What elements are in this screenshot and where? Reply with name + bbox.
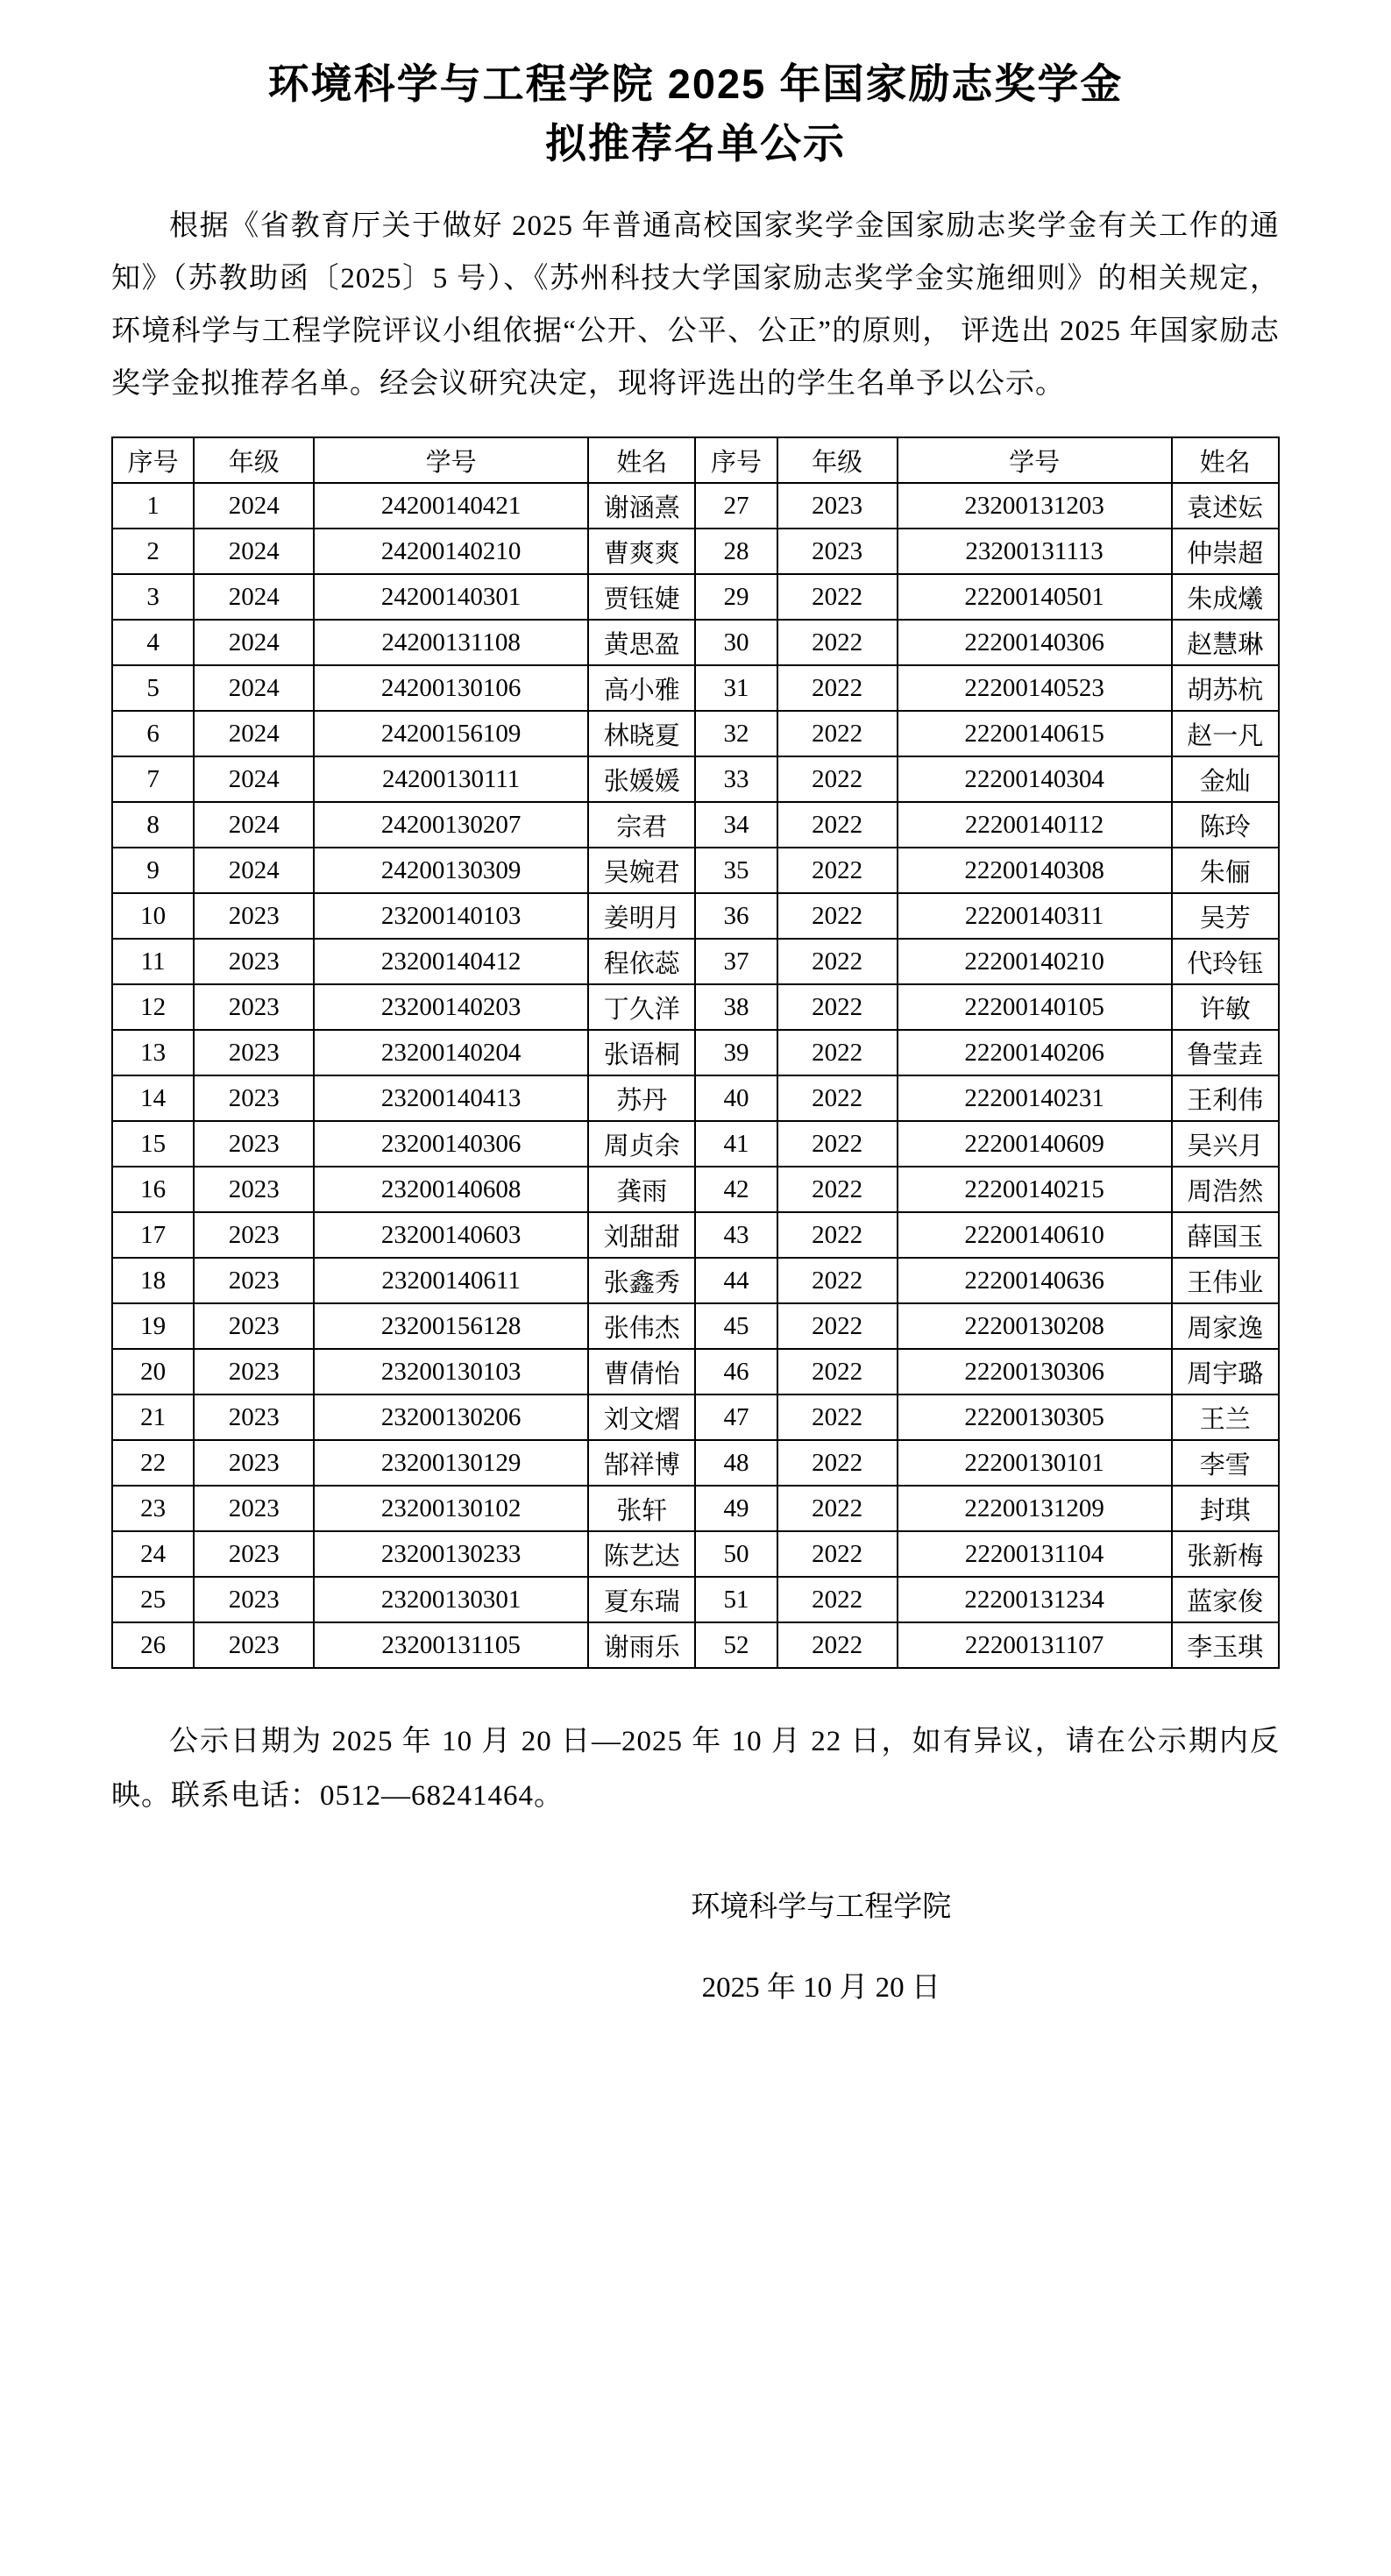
table-row bbox=[112, 1531, 1279, 1577]
cell-index-left: 26 bbox=[112, 1622, 194, 1668]
table-row bbox=[112, 529, 1279, 574]
cell-student-id-right: 22200131104 bbox=[898, 1531, 1172, 1577]
cell-index-right: 51 bbox=[695, 1577, 777, 1622]
table-row bbox=[112, 939, 1279, 984]
cell-index-right: 43 bbox=[695, 1212, 777, 1258]
cell-name-left: 高小雅 bbox=[588, 665, 695, 711]
cell-grade-left: 2023 bbox=[194, 1577, 314, 1622]
cell-student-id-right: 22200131234 bbox=[898, 1577, 1172, 1622]
cell-student-id-left: 23200130233 bbox=[314, 1531, 588, 1577]
table-row bbox=[112, 1030, 1279, 1075]
cell-student-id-right: 22200140610 bbox=[898, 1212, 1172, 1258]
cell-name-right: 王利伟 bbox=[1172, 1075, 1280, 1121]
cell-student-id-right: 22200131107 bbox=[898, 1622, 1172, 1668]
cell-grade-right: 2022 bbox=[777, 711, 898, 756]
cell-name-right: 李玉琪 bbox=[1172, 1622, 1280, 1668]
cell-name-right: 金灿 bbox=[1172, 756, 1280, 802]
header-grade-right: 年级 bbox=[777, 437, 898, 483]
cell-grade-left: 2023 bbox=[194, 1303, 314, 1349]
cell-index-left: 5 bbox=[112, 665, 194, 711]
cell-index-right: 36 bbox=[695, 893, 777, 939]
cell-name-right: 周浩然 bbox=[1172, 1167, 1280, 1212]
table-row bbox=[112, 802, 1279, 848]
header-student-id-right: 学号 bbox=[898, 437, 1172, 483]
cell-name-right: 吴芳 bbox=[1172, 893, 1280, 939]
cell-name-left: 姜明月 bbox=[588, 893, 695, 939]
cell-name-left: 黄思盈 bbox=[588, 620, 695, 665]
table-row bbox=[112, 1622, 1279, 1668]
cell-grade-left: 2023 bbox=[194, 1486, 314, 1531]
cell-grade-right: 2022 bbox=[777, 1531, 898, 1577]
cell-student-id-right: 22200140112 bbox=[898, 802, 1172, 848]
cell-student-id-left: 23200140103 bbox=[314, 893, 588, 939]
cell-student-id-right: 22200140304 bbox=[898, 756, 1172, 802]
cell-student-id-left: 23200130301 bbox=[314, 1577, 588, 1622]
announcement-body-paragraph: 根据《省教育厅关于做好 2025 年普通高校国家奖学金国家励志奖学金有关工作的通知》（苏教助函〔2025〕5 号）、《苏州科技大学国家励志奖学金实施细则》的相关规定，环境科学与工程学院评议小组依据“公开、公平、公正”的原则， 评选出 2025 年国家励志奖学金拟推荐名单。经会议研究决定，现将评选出的学生名单予以公示。 bbox=[111, 210, 1280, 400]
table-row bbox=[112, 483, 1279, 529]
cell-grade-left: 2023 bbox=[194, 1212, 314, 1258]
cell-grade-left: 2023 bbox=[194, 1167, 314, 1212]
cell-student-id-left: 23200130102 bbox=[314, 1486, 588, 1531]
cell-name-right: 李雪 bbox=[1172, 1440, 1280, 1486]
cell-name-left: 贾钰婕 bbox=[588, 574, 695, 620]
cell-index-left: 15 bbox=[112, 1121, 194, 1167]
cell-index-left: 24 bbox=[112, 1531, 194, 1577]
table-row bbox=[112, 574, 1279, 620]
cell-student-id-right: 22200130306 bbox=[898, 1349, 1172, 1394]
cell-student-id-left: 24200140301 bbox=[314, 574, 588, 620]
cell-name-right: 王兰 bbox=[1172, 1394, 1280, 1440]
cell-student-id-right: 22200140306 bbox=[898, 620, 1172, 665]
cell-student-id-left: 23200130129 bbox=[314, 1440, 588, 1486]
cell-name-right: 赵慧琳 bbox=[1172, 620, 1280, 665]
cell-index-right: 42 bbox=[695, 1167, 777, 1212]
cell-student-id-right: 23200131113 bbox=[898, 529, 1172, 574]
cell-name-left: 龚雨 bbox=[588, 1167, 695, 1212]
cell-grade-left: 2023 bbox=[194, 1030, 314, 1075]
cell-student-id-right: 22200140231 bbox=[898, 1075, 1172, 1121]
cell-index-left: 9 bbox=[112, 848, 194, 893]
cell-name-right: 赵一凡 bbox=[1172, 711, 1280, 756]
cell-grade-right: 2022 bbox=[777, 1440, 898, 1486]
cell-name-left: 张轩 bbox=[588, 1486, 695, 1531]
cell-grade-right: 2022 bbox=[777, 1167, 898, 1212]
cell-grade-right: 2023 bbox=[777, 529, 898, 574]
cell-student-id-left: 23200131105 bbox=[314, 1622, 588, 1668]
page-title bbox=[111, 54, 1280, 174]
cell-grade-left: 2023 bbox=[194, 1349, 314, 1394]
cell-grade-left: 2024 bbox=[194, 620, 314, 665]
cell-index-right: 37 bbox=[695, 939, 777, 984]
cell-index-left: 22 bbox=[112, 1440, 194, 1486]
cell-name-right: 张新梅 bbox=[1172, 1531, 1280, 1577]
cell-student-id-left: 23200140306 bbox=[314, 1121, 588, 1167]
cell-name-left: 张鑫秀 bbox=[588, 1258, 695, 1303]
title-line-2: 拟推荐名单公示 bbox=[545, 120, 846, 167]
cell-student-id-right: 22200140105 bbox=[898, 984, 1172, 1030]
table-row bbox=[112, 1167, 1279, 1212]
cell-name-left: 周贞余 bbox=[588, 1121, 695, 1167]
cell-grade-left: 2023 bbox=[194, 1075, 314, 1121]
cell-student-id-left: 23200130206 bbox=[314, 1394, 588, 1440]
cell-index-right: 33 bbox=[695, 756, 777, 802]
cell-name-right: 朱成爔 bbox=[1172, 574, 1280, 620]
cell-name-right: 胡苏杭 bbox=[1172, 665, 1280, 711]
cell-student-id-right: 22200140609 bbox=[898, 1121, 1172, 1167]
cell-name-right: 代玲钰 bbox=[1172, 939, 1280, 984]
cell-name-left: 刘文熠 bbox=[588, 1394, 695, 1440]
cell-grade-right: 2023 bbox=[777, 483, 898, 529]
signature-date: 2025 年 10 月 20 日 bbox=[701, 1972, 940, 2004]
cell-index-left: 16 bbox=[112, 1167, 194, 1212]
cell-student-id-left: 24200130111 bbox=[314, 756, 588, 802]
header-grade-left: 年级 bbox=[194, 437, 314, 483]
scholarship-roster-table bbox=[111, 436, 1280, 1669]
cell-name-right: 王伟业 bbox=[1172, 1258, 1280, 1303]
cell-grade-left: 2024 bbox=[194, 848, 314, 893]
cell-student-id-right: 22200130101 bbox=[898, 1440, 1172, 1486]
cell-grade-right: 2022 bbox=[777, 1075, 898, 1121]
cell-student-id-right: 22200140523 bbox=[898, 665, 1172, 711]
cell-index-left: 12 bbox=[112, 984, 194, 1030]
cell-student-id-right: 22200130305 bbox=[898, 1394, 1172, 1440]
header-name-right: 姓名 bbox=[1172, 437, 1280, 483]
cell-grade-right: 2022 bbox=[777, 1030, 898, 1075]
cell-index-left: 21 bbox=[112, 1394, 194, 1440]
cell-index-right: 39 bbox=[695, 1030, 777, 1075]
cell-student-id-left: 23200140608 bbox=[314, 1167, 588, 1212]
cell-student-id-right: 22200140311 bbox=[898, 893, 1172, 939]
cell-student-id-left: 23200130103 bbox=[314, 1349, 588, 1394]
cell-grade-right: 2022 bbox=[777, 756, 898, 802]
cell-grade-left: 2024 bbox=[194, 802, 314, 848]
cell-name-left: 张语桐 bbox=[588, 1030, 695, 1075]
cell-index-left: 23 bbox=[112, 1486, 194, 1531]
cell-index-right: 29 bbox=[695, 574, 777, 620]
cell-index-right: 41 bbox=[695, 1121, 777, 1167]
cell-name-left: 夏东瑞 bbox=[588, 1577, 695, 1622]
cell-index-right: 34 bbox=[695, 802, 777, 848]
cell-student-id-left: 23200156128 bbox=[314, 1303, 588, 1349]
cell-grade-right: 2022 bbox=[777, 1121, 898, 1167]
header-index-right: 序号 bbox=[695, 437, 777, 483]
cell-name-right: 蓝家俊 bbox=[1172, 1577, 1280, 1622]
cell-index-right: 44 bbox=[695, 1258, 777, 1303]
cell-name-left: 苏丹 bbox=[588, 1075, 695, 1121]
table-row bbox=[112, 665, 1279, 711]
cell-name-right: 袁述妘 bbox=[1172, 483, 1280, 529]
cell-name-left: 刘甜甜 bbox=[588, 1212, 695, 1258]
table-row bbox=[112, 1440, 1279, 1486]
cell-index-left: 25 bbox=[112, 1577, 194, 1622]
cell-index-left: 10 bbox=[112, 893, 194, 939]
cell-index-right: 49 bbox=[695, 1486, 777, 1531]
cell-index-left: 14 bbox=[112, 1075, 194, 1121]
cell-name-right: 仲崇超 bbox=[1172, 529, 1280, 574]
cell-grade-left: 2023 bbox=[194, 984, 314, 1030]
cell-student-id-left: 24200140421 bbox=[314, 483, 588, 529]
cell-index-left: 7 bbox=[112, 756, 194, 802]
cell-student-id-right: 22200140308 bbox=[898, 848, 1172, 893]
table-row bbox=[112, 1121, 1279, 1167]
cell-index-right: 40 bbox=[695, 1075, 777, 1121]
cell-grade-right: 2022 bbox=[777, 939, 898, 984]
cell-index-left: 20 bbox=[112, 1349, 194, 1394]
cell-index-right: 30 bbox=[695, 620, 777, 665]
cell-index-left: 4 bbox=[112, 620, 194, 665]
table-row bbox=[112, 756, 1279, 802]
cell-index-right: 47 bbox=[695, 1394, 777, 1440]
cell-grade-left: 2023 bbox=[194, 939, 314, 984]
table-row bbox=[112, 848, 1279, 893]
publicity-period-paragraph: 公示日期为 2025 年 10 月 20 日—2025 年 10 月 22 日，如有异议，请在公示期内反映。联系电话：0512—68241464。 bbox=[111, 1726, 1280, 1812]
table-row bbox=[112, 1303, 1279, 1349]
cell-name-left: 张媛媛 bbox=[588, 756, 695, 802]
cell-grade-right: 2022 bbox=[777, 1394, 898, 1440]
cell-name-left: 曹倩怡 bbox=[588, 1349, 695, 1394]
table-row bbox=[112, 1349, 1279, 1394]
cell-name-right: 许敏 bbox=[1172, 984, 1280, 1030]
cell-index-left: 8 bbox=[112, 802, 194, 848]
cell-grade-right: 2022 bbox=[777, 1622, 898, 1668]
cell-index-right: 48 bbox=[695, 1440, 777, 1486]
cell-name-right: 周家逸 bbox=[1172, 1303, 1280, 1349]
cell-name-right: 封琪 bbox=[1172, 1486, 1280, 1531]
cell-index-left: 2 bbox=[112, 529, 194, 574]
cell-student-id-right: 23200131203 bbox=[898, 483, 1172, 529]
table-header-row bbox=[112, 437, 1279, 483]
cell-student-id-left: 24200130106 bbox=[314, 665, 588, 711]
header-name-left: 姓名 bbox=[588, 437, 695, 483]
table-row bbox=[112, 893, 1279, 939]
cell-grade-right: 2022 bbox=[777, 893, 898, 939]
cell-name-left: 曹爽爽 bbox=[588, 529, 695, 574]
cell-grade-left: 2023 bbox=[194, 1440, 314, 1486]
cell-index-right: 28 bbox=[695, 529, 777, 574]
table-row bbox=[112, 620, 1279, 665]
cell-grade-right: 2022 bbox=[777, 848, 898, 893]
cell-grade-left: 2023 bbox=[194, 1531, 314, 1577]
cell-student-id-left: 23200140603 bbox=[314, 1212, 588, 1258]
cell-grade-left: 2024 bbox=[194, 756, 314, 802]
cell-student-id-left: 23200140204 bbox=[314, 1030, 588, 1075]
cell-name-right: 吴兴月 bbox=[1172, 1121, 1280, 1167]
cell-student-id-right: 22200140210 bbox=[898, 939, 1172, 984]
cell-name-left: 宗君 bbox=[588, 802, 695, 848]
cell-student-id-left: 24200130207 bbox=[314, 802, 588, 848]
cell-index-right: 50 bbox=[695, 1531, 777, 1577]
cell-name-left: 程依蕊 bbox=[588, 939, 695, 984]
cell-index-left: 3 bbox=[112, 574, 194, 620]
header-index-left: 序号 bbox=[112, 437, 194, 483]
cell-index-left: 1 bbox=[112, 483, 194, 529]
cell-index-left: 11 bbox=[112, 939, 194, 984]
table-row bbox=[112, 1394, 1279, 1440]
table-row bbox=[112, 1486, 1279, 1531]
table-row bbox=[112, 1577, 1279, 1622]
cell-index-left: 19 bbox=[112, 1303, 194, 1349]
cell-grade-right: 2022 bbox=[777, 1486, 898, 1531]
cell-index-right: 46 bbox=[695, 1349, 777, 1394]
cell-student-id-left: 23200140611 bbox=[314, 1258, 588, 1303]
cell-student-id-right: 22200140501 bbox=[898, 574, 1172, 620]
cell-name-right: 鲁莹垚 bbox=[1172, 1030, 1280, 1075]
cell-name-left: 谢涵熹 bbox=[588, 483, 695, 529]
cell-grade-left: 2023 bbox=[194, 1121, 314, 1167]
signature-college: 环境科学与工程学院 bbox=[691, 1891, 952, 1923]
cell-name-left: 林晓夏 bbox=[588, 711, 695, 756]
cell-grade-right: 2022 bbox=[777, 574, 898, 620]
cell-grade-right: 2022 bbox=[777, 1349, 898, 1394]
cell-student-id-left: 24200156109 bbox=[314, 711, 588, 756]
table-row bbox=[112, 984, 1279, 1030]
cell-grade-right: 2022 bbox=[777, 1577, 898, 1622]
cell-index-right: 35 bbox=[695, 848, 777, 893]
cell-grade-left: 2024 bbox=[194, 665, 314, 711]
cell-grade-left: 2024 bbox=[194, 574, 314, 620]
signature-block bbox=[363, 1881, 1280, 2014]
table-row bbox=[112, 1258, 1279, 1303]
cell-name-left: 丁久洋 bbox=[588, 984, 695, 1030]
cell-index-left: 6 bbox=[112, 711, 194, 756]
cell-student-id-right: 22200131209 bbox=[898, 1486, 1172, 1531]
cell-student-id-right: 22200140636 bbox=[898, 1258, 1172, 1303]
header-student-id-left: 学号 bbox=[314, 437, 588, 483]
table-body bbox=[112, 483, 1279, 1668]
cell-student-id-left: 24200131108 bbox=[314, 620, 588, 665]
cell-name-right: 周宇璐 bbox=[1172, 1349, 1280, 1394]
cell-grade-left: 2023 bbox=[194, 1622, 314, 1668]
cell-grade-right: 2022 bbox=[777, 1303, 898, 1349]
cell-student-id-left: 23200140413 bbox=[314, 1075, 588, 1121]
cell-name-right: 陈玲 bbox=[1172, 802, 1280, 848]
cell-grade-right: 2022 bbox=[777, 1212, 898, 1258]
cell-grade-left: 2024 bbox=[194, 711, 314, 756]
cell-index-right: 31 bbox=[695, 665, 777, 711]
cell-name-right: 朱俪 bbox=[1172, 848, 1280, 893]
cell-grade-left: 2023 bbox=[194, 1394, 314, 1440]
cell-grade-left: 2024 bbox=[194, 529, 314, 574]
cell-index-left: 17 bbox=[112, 1212, 194, 1258]
cell-grade-right: 2022 bbox=[777, 665, 898, 711]
cell-name-right: 薛国玉 bbox=[1172, 1212, 1280, 1258]
cell-name-left: 陈艺达 bbox=[588, 1531, 695, 1577]
cell-index-right: 32 bbox=[695, 711, 777, 756]
cell-name-left: 谢雨乐 bbox=[588, 1622, 695, 1668]
cell-student-id-left: 23200140412 bbox=[314, 939, 588, 984]
cell-grade-left: 2024 bbox=[194, 483, 314, 529]
table-row bbox=[112, 1212, 1279, 1258]
cell-index-left: 18 bbox=[112, 1258, 194, 1303]
table-row bbox=[112, 1075, 1279, 1121]
cell-index-left: 13 bbox=[112, 1030, 194, 1075]
cell-index-right: 45 bbox=[695, 1303, 777, 1349]
cell-index-right: 38 bbox=[695, 984, 777, 1030]
cell-student-id-right: 22200140615 bbox=[898, 711, 1172, 756]
cell-grade-left: 2023 bbox=[194, 893, 314, 939]
table-row bbox=[112, 711, 1279, 756]
cell-grade-left: 2023 bbox=[194, 1258, 314, 1303]
cell-index-right: 27 bbox=[695, 483, 777, 529]
cell-grade-right: 2022 bbox=[777, 984, 898, 1030]
cell-student-id-right: 22200140215 bbox=[898, 1167, 1172, 1212]
cell-name-left: 郜祥博 bbox=[588, 1440, 695, 1486]
cell-name-left: 吴婉君 bbox=[588, 848, 695, 893]
cell-grade-right: 2022 bbox=[777, 802, 898, 848]
cell-student-id-left: 24200130309 bbox=[314, 848, 588, 893]
cell-grade-right: 2022 bbox=[777, 620, 898, 665]
cell-grade-right: 2022 bbox=[777, 1258, 898, 1303]
cell-name-left: 张伟杰 bbox=[588, 1303, 695, 1349]
cell-student-id-left: 24200140210 bbox=[314, 529, 588, 574]
cell-index-right: 52 bbox=[695, 1622, 777, 1668]
title-line-1: 环境科学与工程学院 2025 年国家励志奖学金 bbox=[267, 60, 1124, 107]
cell-student-id-left: 23200140203 bbox=[314, 984, 588, 1030]
cell-student-id-right: 22200130208 bbox=[898, 1303, 1172, 1349]
cell-student-id-right: 22200140206 bbox=[898, 1030, 1172, 1075]
